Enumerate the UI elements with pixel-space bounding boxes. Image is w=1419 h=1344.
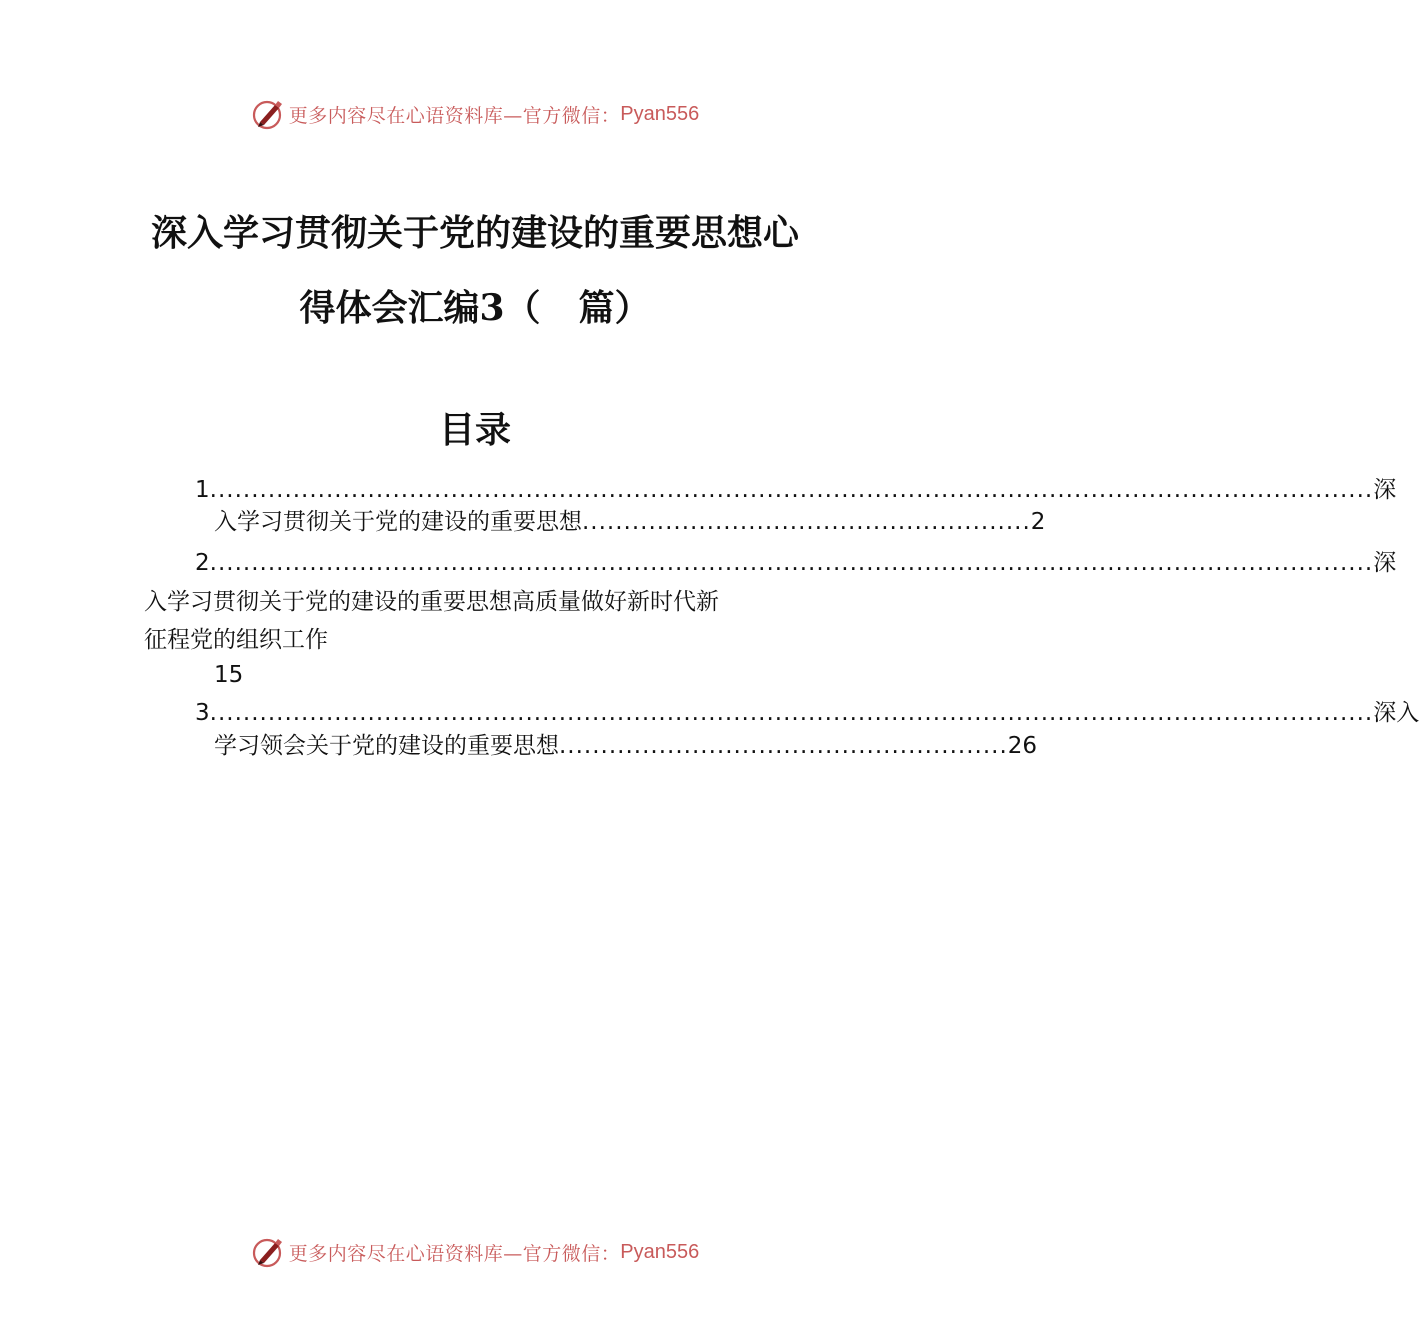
toc-item-text: 深: [1373, 477, 1397, 503]
toc-page-number: 2: [1030, 509, 1046, 535]
toc-item-1-line-2[interactable]: [214, 507, 1046, 537]
toc-item-text: 深入: [1373, 700, 1419, 726]
title-suffix: 篇）: [578, 287, 651, 329]
toc-leader-dots: ............................................................................................................................................: [209, 477, 1374, 503]
toc-item-number: 3: [195, 700, 210, 726]
toc-leader-dots: ............................................................................................................................................: [209, 550, 1374, 576]
toc-leader-dots: ............................................................................................................................................: [209, 700, 1374, 726]
title-prefix: 得体会汇编3（: [299, 287, 541, 329]
toc-item-text: 学习领会关于党的建设的重要思想: [214, 733, 559, 759]
watermark-wechat-id: Pyan556: [620, 102, 700, 125]
toc-item-1-line-1[interactable]: [195, 475, 1397, 505]
document-title-line-1: 深入学习贯彻关于党的建设的重要思想心: [150, 212, 799, 254]
watermark-footer: [0, 1232, 950, 1272]
toc-item-number: 1: [195, 477, 210, 503]
toc-item-3-line-2[interactable]: [214, 731, 1038, 761]
toc-item-2-line-2[interactable]: 入学习贯彻关于党的建设的重要思想高质量做好新时代新: [144, 589, 719, 615]
toc-leader-dots: ......................................................: [582, 509, 1031, 535]
watermark-text: 更多内容尽在心语资料库—官方微信：: [288, 1242, 621, 1265]
toc-item-2-line-1[interactable]: [195, 548, 1397, 578]
toc-page-number[interactable]: 15: [214, 662, 244, 688]
toc-item-text: 深: [1373, 550, 1397, 576]
toc-leader-dots: ......................................................: [559, 733, 1008, 759]
toc-item-text: 入学习贯彻关于党的建设的重要思想: [214, 509, 582, 535]
watermark-text: 更多内容尽在心语资料库—官方微信：: [288, 104, 621, 127]
document-title-line-2: [0, 280, 950, 331]
watermark-header: [0, 94, 950, 134]
toc-item-2-line-3[interactable]: 征程党的组织工作: [144, 627, 328, 653]
pen-logo-icon: [251, 97, 285, 131]
toc-item-3-line-1[interactable]: [195, 698, 1419, 728]
toc-item-number: 2: [195, 550, 210, 576]
toc-heading: 目录: [438, 409, 511, 451]
pen-logo-icon: [251, 1235, 285, 1269]
watermark-wechat-id: Pyan556: [620, 1240, 700, 1263]
toc-page-number: 26: [1007, 733, 1038, 759]
